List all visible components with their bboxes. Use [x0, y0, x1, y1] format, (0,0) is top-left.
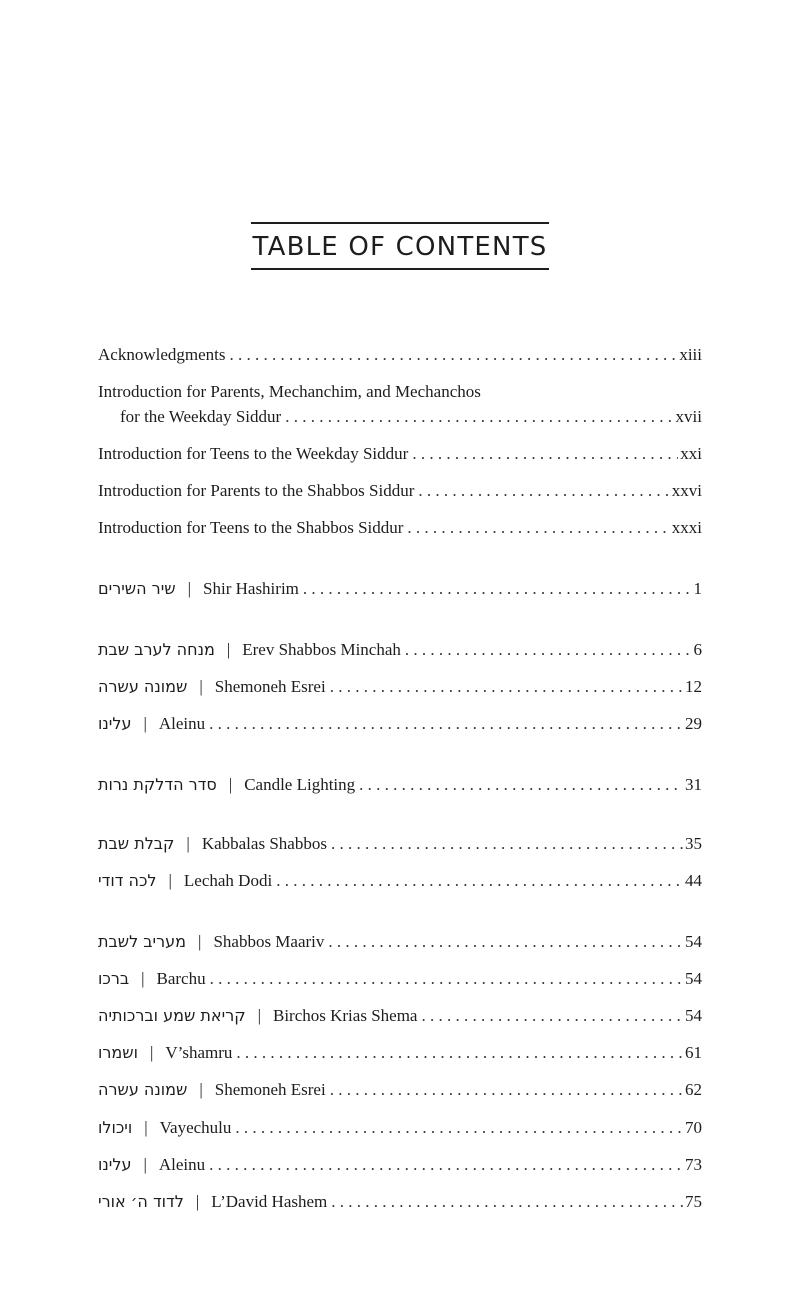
page-number: 73 — [685, 1155, 702, 1174]
separator: | — [257, 1006, 261, 1025]
page-number: xiii — [679, 345, 702, 364]
hebrew-title: סדר הדלקת נרות — [98, 775, 217, 794]
page-number: 6 — [693, 640, 702, 659]
dot-leader — [328, 930, 683, 954]
dot-leader — [331, 1190, 683, 1214]
dot-leader — [229, 343, 677, 367]
english-title: V’shamru — [165, 1043, 233, 1062]
english-title: Aleinu — [158, 1155, 206, 1174]
english-title: Shemoneh Esrei — [214, 677, 326, 696]
toc-entry-aleinu-minchah[interactable] — [98, 712, 702, 736]
page-number: 1 — [693, 579, 702, 598]
toc-entry-intro-parents-shabbos[interactable] — [98, 479, 702, 503]
separator: | — [143, 1155, 147, 1174]
hebrew-title: עלינו — [98, 714, 132, 733]
page-number: 54 — [685, 932, 702, 951]
toc-entry-vayechulu[interactable] — [98, 1116, 702, 1140]
entry-title-line1: Introduction for Parents, Mechanchim, and Mechanchos — [98, 382, 481, 401]
hebrew-title: קריאת שמע וברכותיה — [98, 1006, 246, 1025]
hebrew-title: קבלת שבת — [98, 834, 175, 853]
toc-entry-barchu[interactable] — [98, 967, 702, 991]
dot-leader — [330, 1078, 683, 1102]
dot-leader — [303, 577, 692, 601]
english-title: Aleinu — [158, 714, 206, 733]
page-number: xxi — [680, 444, 702, 463]
page-number: 44 — [685, 871, 702, 890]
page-number: 29 — [685, 714, 702, 733]
toc-entry-aleinu-maariv[interactable] — [98, 1153, 702, 1177]
separator: | — [228, 775, 233, 794]
dot-leader — [412, 442, 678, 466]
entry-title: Acknowledgments — [98, 345, 226, 364]
hebrew-title: ושמרו — [98, 1043, 138, 1062]
hebrew-title: ויכולו — [98, 1118, 133, 1137]
hebrew-title: שיר השירים — [98, 579, 176, 598]
hebrew-title: ברכו — [98, 969, 130, 988]
english-title: Shabbos Maariv — [213, 932, 325, 951]
page-number: 70 — [685, 1118, 702, 1137]
hebrew-title: לכה דודי — [98, 871, 157, 890]
toc-entry-ldavid-hashem[interactable] — [98, 1190, 702, 1214]
hebrew-title: עלינו — [98, 1155, 132, 1174]
dot-leader — [210, 967, 683, 991]
dot-leader — [209, 1153, 683, 1177]
hebrew-title: מנחה לערב שבת — [98, 640, 215, 659]
toc-entry-shemoneh-esrei-maariv[interactable] — [98, 1078, 702, 1102]
english-title: Birchos Krias Shema — [272, 1006, 418, 1025]
toc-entry-intro-parents-weekday[interactable] — [98, 405, 702, 429]
separator: | — [141, 969, 145, 988]
toc-entry-acknowledgments[interactable] — [98, 343, 702, 367]
dot-leader — [405, 638, 692, 662]
separator: | — [187, 579, 192, 598]
page-number: xvii — [675, 407, 702, 426]
english-title: Shemoneh Esrei — [214, 1080, 326, 1099]
separator: | — [149, 1043, 154, 1062]
english-title: Erev Shabbos Minchah — [242, 640, 401, 659]
separator: | — [199, 677, 203, 696]
hebrew-title: לדוד ה׳ אורי — [98, 1192, 184, 1211]
dot-leader — [209, 712, 683, 736]
dot-leader — [235, 1116, 683, 1140]
english-title: Vayechulu — [159, 1118, 232, 1137]
page-number: 12 — [685, 677, 702, 696]
separator: | — [226, 640, 231, 659]
entry-title: Introduction for Parents to the Shabbos Siddur — [98, 481, 415, 500]
toc-entry-candle-lighting[interactable] — [98, 773, 702, 797]
dot-leader — [421, 1004, 683, 1028]
dot-leader — [236, 1041, 683, 1065]
hebrew-title: מעריב לשבת — [98, 932, 187, 951]
toc-entry-shir-hashirim[interactable] — [98, 577, 702, 601]
toc-entry-intro-teens-shabbos[interactable] — [98, 516, 702, 540]
toc-entry-shabbos-maariv[interactable] — [98, 930, 702, 954]
dot-leader — [331, 832, 683, 856]
separator: | — [195, 1192, 200, 1211]
toc-entry-shemoneh-esrei-minchah[interactable] — [98, 675, 702, 699]
page-number: xxvi — [671, 481, 702, 500]
toc-entry-intro-teens-weekday[interactable] — [98, 442, 702, 466]
toc-entry-lechah-dodi[interactable] — [98, 869, 702, 893]
dot-leader — [330, 675, 683, 699]
separator: | — [198, 932, 202, 951]
separator: | — [199, 1080, 203, 1099]
separator: | — [143, 714, 147, 733]
dot-leader — [407, 516, 669, 540]
page-number: 75 — [685, 1192, 702, 1211]
entry-title-line2: for the Weekday Siddur — [120, 407, 282, 426]
english-title: Barchu — [156, 969, 206, 988]
toc-entry-kabbalas-shabbos[interactable] — [98, 832, 702, 856]
dot-leader — [276, 869, 683, 893]
page-number: 61 — [685, 1043, 702, 1062]
english-title: L’David Hashem — [211, 1192, 328, 1211]
title-block — [0, 222, 800, 270]
page-number: 54 — [685, 1006, 702, 1025]
page-title: TABLE OF CONTENTS — [251, 222, 550, 270]
toc-entry-erev-shabbos-minchah[interactable] — [98, 638, 702, 662]
english-title: Candle Lighting — [244, 775, 356, 794]
entry-title: Introduction for Teens to the Shabbos Siddur — [98, 518, 404, 537]
page-number: 54 — [685, 969, 702, 988]
english-title: Shir Hashirim — [203, 579, 299, 598]
dot-leader — [359, 773, 683, 797]
english-title: Lechah Dodi — [183, 871, 273, 890]
page-number: 35 — [685, 834, 702, 853]
page-number: 31 — [685, 775, 702, 794]
hebrew-title: שמונה עשרה — [98, 1080, 188, 1099]
toc-entry-vshamru[interactable] — [98, 1041, 702, 1065]
separator: | — [186, 834, 190, 853]
english-title: Kabbalas Shabbos — [201, 834, 327, 853]
separator: | — [168, 871, 172, 890]
page-number: 62 — [685, 1080, 702, 1099]
dot-leader — [285, 405, 673, 429]
toc-entry-birchos-krias-shema[interactable] — [98, 1004, 702, 1028]
dot-leader — [418, 479, 669, 503]
hebrew-title: שמונה עשרה — [98, 677, 188, 696]
entry-title: Introduction for Teens to the Weekday Siddur — [98, 444, 409, 463]
page-number: xxxi — [671, 518, 702, 537]
separator: | — [144, 1118, 148, 1137]
